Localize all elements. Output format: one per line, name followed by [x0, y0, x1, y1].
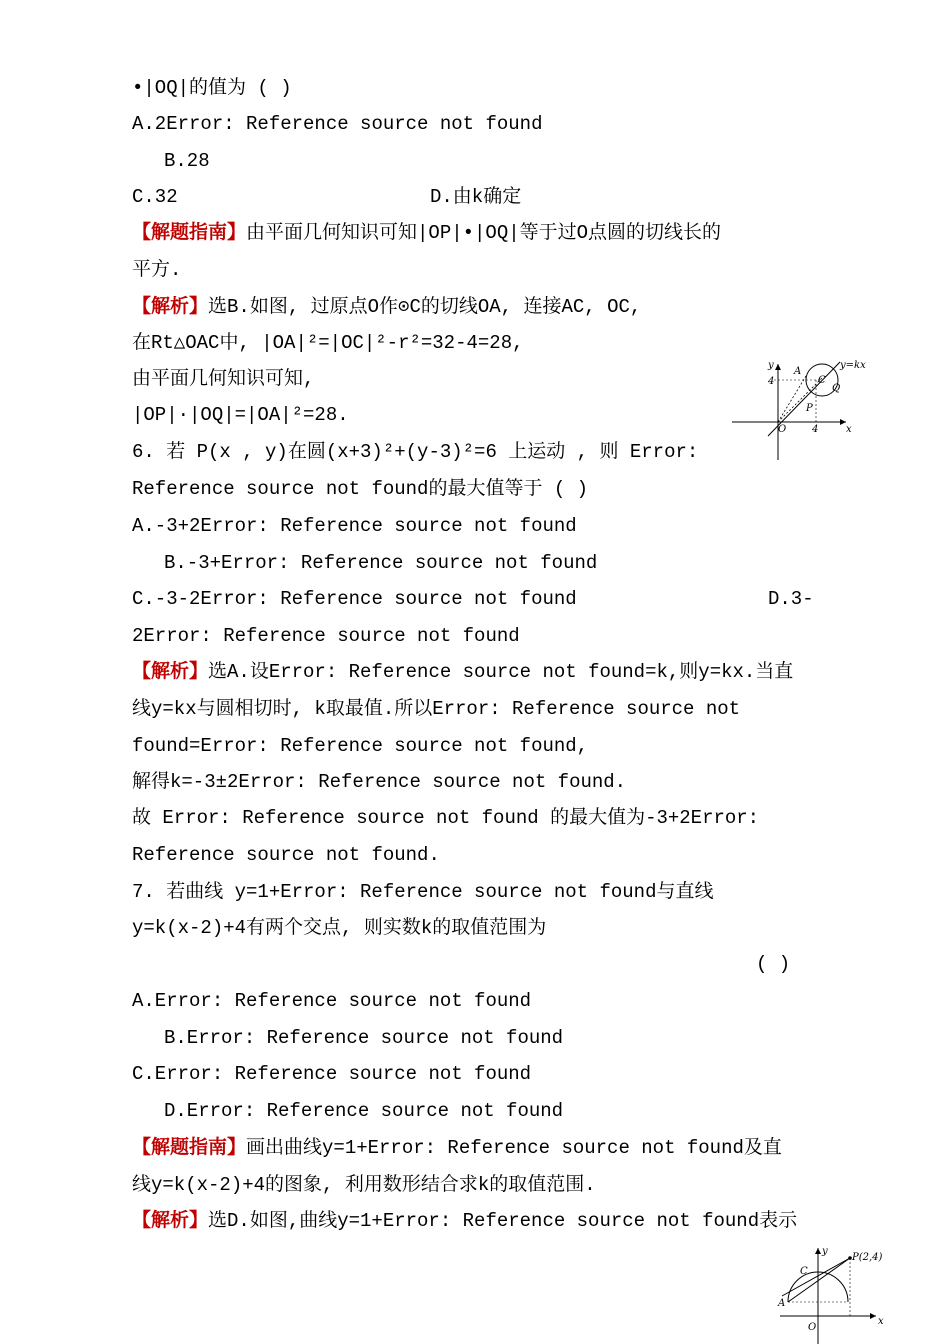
option-c: C.Error: Reference source not found: [132, 1063, 532, 1085]
text-line: found=Error: Reference source not found,: [132, 735, 589, 757]
fig1-origin-label: O: [778, 424, 787, 435]
fig1-point-q: Q: [832, 383, 841, 394]
text-line: 平方.: [132, 259, 182, 281]
fig2-origin-label: O: [808, 1322, 817, 1333]
option-a: A.-3+2Error: Reference source not found: [132, 515, 577, 537]
text-line: y=k(x-2)+4有两个交点, 则实数k的取值范围为: [132, 917, 547, 939]
fig1-line-label: y=kx: [840, 360, 866, 371]
option-row: [132, 185, 522, 209]
hint-tag: 【解题指南】: [132, 1137, 247, 1159]
text-line: Reference source not found.: [132, 844, 440, 866]
fig2-y-label: y: [822, 1246, 828, 1257]
text-line: 故 Error: Reference source not found 的最大值为-3+2Error:: [132, 807, 760, 829]
text-line: 线y=k(x-2)+4的图象, 利用数形结合求k的取值范围.: [132, 1174, 596, 1196]
option-b: B.28: [164, 150, 210, 172]
solution-tag: 【解析】: [132, 1210, 209, 1232]
text-line: 在Rt△OAC中, |OA|²=|OC|²-r²=32-4=28,: [132, 332, 524, 354]
fig2-point-p: P(2,4): [852, 1252, 883, 1263]
fig1-tick-y: 4: [768, 376, 775, 387]
fig1-point-p: P: [806, 403, 813, 414]
question-6: 6. 若 P(x , y)在圆(x+3)²+(y-3)²=6 上运动 , 则 Error:: [132, 441, 699, 463]
hint-line: 【解题指南】由平面几何知识可知|OP|•|OQ|等于过O点圆的切线长的: [132, 222, 722, 244]
solution-line: 【解析】选B.如图, 过原点O作⊙C的切线OA, 连接AC, OC,: [132, 296, 642, 318]
text-line: |OP|·|OQ|=|OA|²=28.: [132, 404, 349, 426]
fig1-point-a: A: [794, 366, 802, 377]
text-line: Reference source not found的最大值等于 ( ): [132, 478, 589, 500]
solution-tag: 【解析】: [132, 296, 209, 318]
figure-semicircle: [772, 1244, 898, 1344]
question-7: 7. 若曲线 y=1+Error: Reference source not found与直线: [132, 881, 714, 903]
solution-line: 【解析】选D.如图,曲线y=1+Error: Reference source not found表示: [132, 1210, 798, 1232]
text-line: 2Error: Reference source not found: [132, 625, 520, 647]
text-line: •|OQ|的值为 ( ): [132, 77, 292, 99]
option-d: D.Error: Reference source not found: [164, 1100, 564, 1122]
option-row: [132, 587, 814, 611]
option-a: A.2Error: Reference source not found: [132, 113, 543, 135]
text-line: 解得k=-3±2Error: Reference source not found.: [132, 771, 627, 793]
fig1-tick-x: 4: [812, 424, 819, 435]
fig2-x-label: x: [878, 1316, 884, 1327]
fig1-x-label: x: [846, 424, 852, 435]
answer-paren: ( ): [756, 953, 791, 975]
option-b: B.Error: Reference source not found: [164, 1027, 564, 1049]
option-d: D.3-: [768, 588, 814, 610]
fig2-point-a: A: [778, 1298, 786, 1309]
option-a: A.Error: Reference source not found: [132, 990, 532, 1012]
option-b: B.-3+Error: Reference source not found: [164, 552, 598, 574]
option-c: C.32: [132, 186, 178, 208]
text-line: 线y=kx与圆相切时, k取最值.所以Error: Reference source not: [132, 698, 741, 720]
option-c: C.-3-2Error: Reference source not found: [132, 588, 577, 610]
solution-line: 【解析】选A.设Error: Reference source not found=k,则y=kx.当直: [132, 661, 794, 683]
figure-circle-tangent: [728, 356, 876, 464]
text-line: 由平面几何知识可知,: [132, 368, 315, 390]
fig1-point-c: C: [818, 375, 826, 386]
hint-tag: 【解题指南】: [132, 222, 247, 244]
fig1-y-label: y: [768, 360, 774, 371]
solution-tag: 【解析】: [132, 661, 209, 683]
option-d: D.由k确定: [430, 186, 522, 208]
fig2-point-c: C: [800, 1266, 808, 1277]
hint-line: 【解题指南】画出曲线y=1+Error: Reference source not found及直: [132, 1137, 782, 1159]
